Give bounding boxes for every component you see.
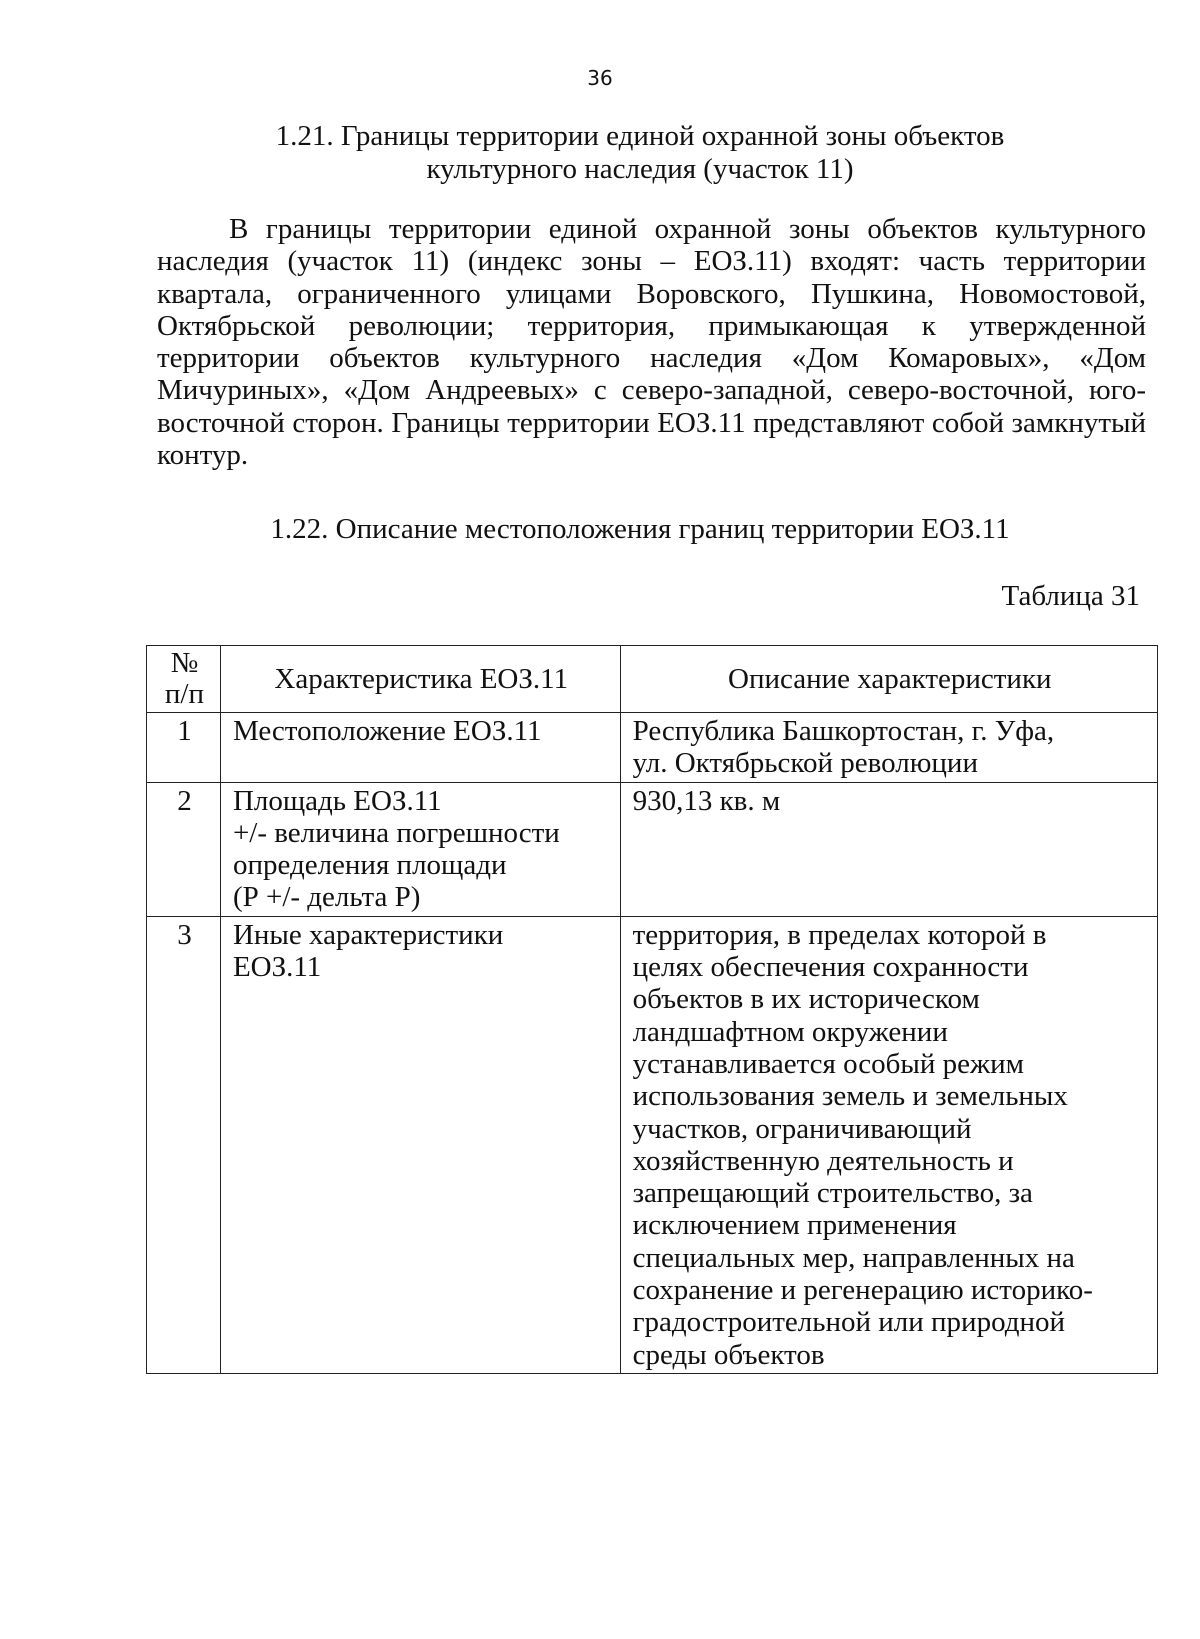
section-heading-line-1: 1.21. Границы территории единой охранной зоны объектов: [275, 120, 1005, 152]
characteristic-line: (Р +/- дельта Р): [232, 881, 421, 914]
description-line: использования земель и земельных: [632, 1080, 1068, 1113]
table-row: [147, 916, 1158, 1373]
header-description: Описание характеристики: [620, 646, 1157, 713]
description-line: 930,13 кв. м: [632, 784, 781, 817]
characteristic-line: определения площади: [232, 849, 507, 882]
header-characteristic: Характеристика ЕОЗ.11: [220, 646, 620, 713]
table-row: [147, 713, 1158, 783]
characteristic-line: Местоположение ЕОЗ.11: [232, 715, 542, 747]
header-number-sign: №: [170, 647, 199, 679]
characteristic-line: ЕОЗ.11: [232, 951, 322, 984]
row-description: [620, 713, 1157, 783]
description-line: целях обеспечения сохранности: [632, 951, 1029, 984]
table-caption: Таблица 31: [1001, 580, 1140, 612]
description-line: специальных мер, направленных на: [632, 1241, 1075, 1274]
description-line: запрещающий строительство, за: [632, 1177, 1033, 1210]
row-description: [620, 782, 1157, 916]
section-heading-1-22: 1.22. Описание местоположения границ территории ЕОЗ.11: [270, 513, 1010, 545]
section-heading-1-21: [150, 120, 1130, 186]
header-number-abbr: п/п: [164, 678, 205, 710]
characteristic-line: Площадь ЕОЗ.11: [232, 784, 442, 817]
description-line: сохранение и регенерацию историко-: [632, 1274, 1093, 1307]
description-line: ул. Октябрьской революции: [632, 747, 978, 780]
description-line: хозяйственную деятельность и: [632, 1144, 1014, 1177]
description-line: территория, в пределах которой в: [632, 918, 1047, 951]
description-line: Республика Башкортостан, г. Уфа,: [632, 715, 1055, 747]
description-line: устанавливается особый режим: [632, 1047, 1024, 1080]
body-paragraph: В границы территории единой охранной зоны объектов культурного наследия (участок 11) (индекс зоны – ЕОЗ.11) входят: часть территории квартала, ограниченного улицами Воровского, Пушкина, Новомостовой, Октябрьской революции; территория, примыкающая к утвержденной территории объектов культурного наследия «Дом Комаровых», «Дом Мичуриных», «Дом Андреевых» с северо-западной, северо-восточной, юго-восточной сторон. Границы территории ЕОЗ.11 представляют собой замкнутый контур.: [157, 213, 1146, 472]
characteristic-line: Иные характеристики: [232, 918, 504, 951]
section-heading-line-2: культурного наследия (участок 11): [426, 153, 854, 185]
row-number: 1: [147, 713, 221, 783]
description-line: среды объектов: [632, 1338, 825, 1371]
table-header-row: [147, 646, 1158, 713]
characteristic-line: +/- величина погрешности: [232, 816, 560, 849]
description-line: исключением применения: [632, 1209, 957, 1242]
row-number: 3: [147, 916, 221, 1373]
description-line: ландшафтном окружении: [632, 1015, 948, 1048]
row-characteristic: [220, 713, 620, 783]
description-line: градостроительной или природной: [632, 1306, 1066, 1339]
description-line: объектов в их историческом: [632, 983, 980, 1016]
page-number: 36: [587, 66, 613, 90]
row-characteristic: [220, 782, 620, 916]
row-number: 2: [147, 782, 221, 916]
table-row: [147, 782, 1158, 916]
description-line: участков, ограничивающий: [632, 1112, 972, 1145]
row-description: [620, 916, 1157, 1373]
header-number: [147, 646, 221, 713]
characteristics-table: [146, 645, 1158, 1374]
row-characteristic: [220, 916, 620, 1373]
